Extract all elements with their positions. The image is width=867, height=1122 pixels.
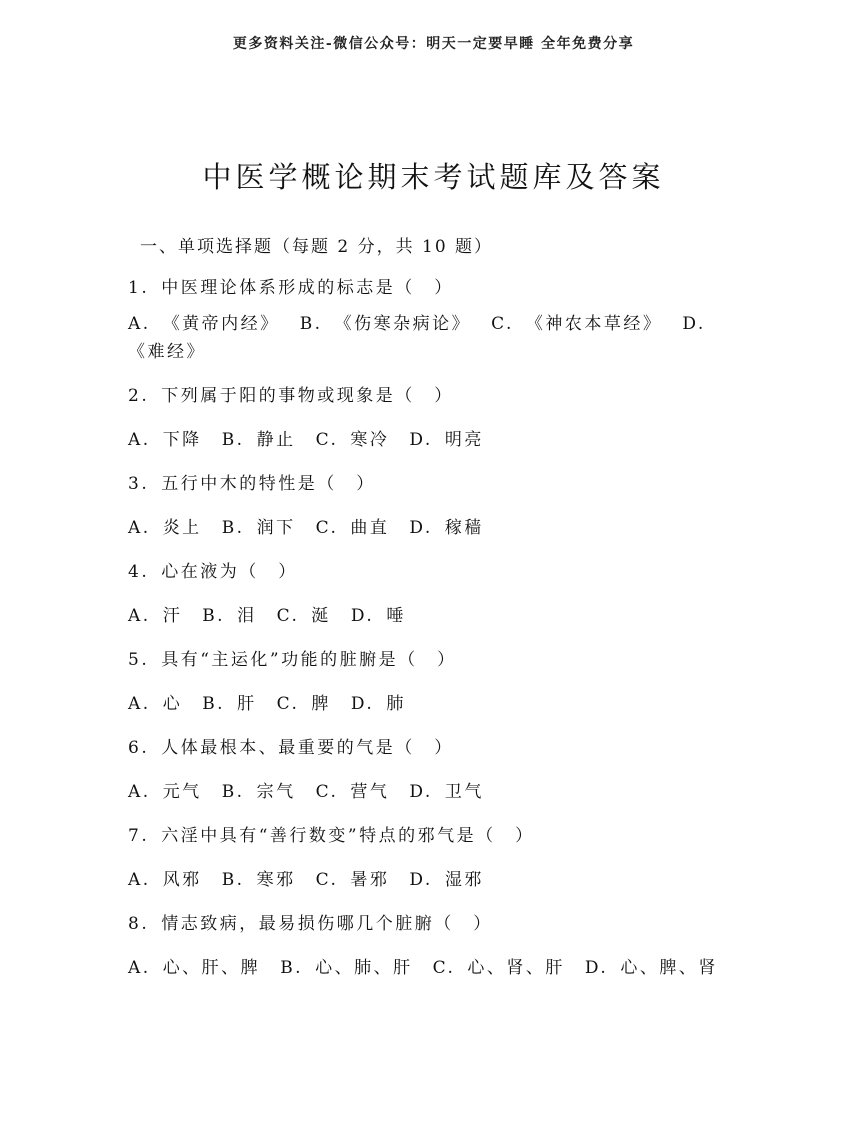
option xyxy=(128,694,182,714)
question-number: 5. xyxy=(128,650,150,670)
option-text: 唾 xyxy=(386,606,406,626)
option-text: 润下 xyxy=(256,518,296,538)
question-number: 6. xyxy=(128,738,150,758)
document-title: 中医学概论期末考试题库及答案 xyxy=(202,160,665,195)
option xyxy=(585,958,718,978)
option-label: B. xyxy=(221,782,245,802)
question-number: 7. xyxy=(128,826,150,846)
option-label: B. xyxy=(221,518,245,538)
option-label: C. xyxy=(491,314,514,334)
option-label: A. xyxy=(128,782,151,802)
option-text: 汗 xyxy=(162,606,183,626)
option xyxy=(222,430,296,450)
question-4-options xyxy=(128,594,718,638)
question-text: 中医理论体系形成的标志是（ ） xyxy=(161,278,454,298)
question-text: 六淫中具有“善行数变”特点的邪气是（ ） xyxy=(161,826,535,846)
option xyxy=(409,518,483,538)
option-text: 炎上 xyxy=(162,518,202,538)
option-label: B. xyxy=(221,430,245,450)
option xyxy=(128,782,202,802)
option-label: C. xyxy=(315,518,339,538)
question-5 xyxy=(128,638,718,682)
option-text: 肺 xyxy=(386,694,406,714)
option-text: 明亮 xyxy=(444,430,484,450)
option xyxy=(128,518,202,538)
option-label: A. xyxy=(128,606,151,626)
option xyxy=(202,606,256,626)
option-label: A. xyxy=(128,518,151,538)
option xyxy=(280,958,412,978)
option-text: 寒冷 xyxy=(350,430,390,450)
question-text: 人体最根本、最重要的气是（ ） xyxy=(161,738,454,758)
option-label: D. xyxy=(682,314,706,334)
option-label: B. xyxy=(280,958,304,978)
option-label: B. xyxy=(202,606,226,626)
option xyxy=(316,518,390,538)
option-label: A. xyxy=(128,430,151,450)
option xyxy=(202,694,256,714)
question-text: 情志致病，最易损伤哪几个脏腑（ ） xyxy=(161,914,493,934)
option-text: 泪 xyxy=(237,606,257,626)
question-text: 心在液为（ ） xyxy=(161,562,298,582)
option-text: 卫气 xyxy=(444,782,484,802)
question-2-options xyxy=(128,418,718,462)
question-3 xyxy=(128,462,718,506)
option-text: 涎 xyxy=(311,606,331,626)
option-text: 元气 xyxy=(162,782,202,802)
section-heading: 一、单项选择题（每题 2 分，共 10 题） xyxy=(140,237,494,257)
option xyxy=(277,694,331,714)
option xyxy=(316,430,390,450)
option-text: 下降 xyxy=(162,430,202,450)
question-8-options xyxy=(128,946,718,990)
option-label: D. xyxy=(350,606,375,626)
option-text: 寒邪 xyxy=(256,870,296,890)
question-1-options xyxy=(128,302,718,374)
option-label: D. xyxy=(350,694,375,714)
option xyxy=(316,782,390,802)
option-text: 暑邪 xyxy=(350,870,390,890)
option-label: D. xyxy=(409,870,433,890)
question-number: 1. xyxy=(128,278,150,298)
option-label: C. xyxy=(315,782,339,802)
question-text: 五行中木的特性是（ ） xyxy=(161,474,376,494)
option-label: D. xyxy=(409,782,433,802)
option-label: A. xyxy=(128,314,151,334)
option-text: 静止 xyxy=(256,430,296,450)
option-text: 宗气 xyxy=(256,782,296,802)
question-6-options xyxy=(128,770,718,814)
option xyxy=(316,870,390,890)
option-label: D. xyxy=(409,518,433,538)
option-label: A. xyxy=(128,694,151,714)
question-7 xyxy=(128,814,718,858)
option-text: 脾 xyxy=(311,694,331,714)
option xyxy=(128,606,182,626)
question-number: 2. xyxy=(128,386,150,406)
option xyxy=(491,314,662,334)
option-text: 心、肾、肝 xyxy=(467,958,565,978)
option-text: 《黄帝内经》 xyxy=(162,314,280,334)
question-list xyxy=(128,266,718,990)
question-2 xyxy=(128,374,718,418)
option-text: 心、脾、肾 xyxy=(620,958,718,978)
option-label: C. xyxy=(432,958,456,978)
option xyxy=(128,430,202,450)
option-label: B. xyxy=(202,694,226,714)
question-6 xyxy=(128,726,718,770)
option-text: 《难经》 xyxy=(128,342,206,362)
page-header-note: 更多资料关注-微信公众号：明天一定要早睡 全年免费分享 xyxy=(232,36,635,52)
question-number: 3. xyxy=(128,474,150,494)
option-label: C. xyxy=(315,870,339,890)
question-number: 4. xyxy=(128,562,150,582)
question-7-options xyxy=(128,858,718,902)
question-4 xyxy=(128,550,718,594)
option-text: 营气 xyxy=(350,782,390,802)
option xyxy=(128,314,280,334)
option-text: 心、肝、脾 xyxy=(162,958,261,978)
option-label: C. xyxy=(276,606,300,626)
option-label: B. xyxy=(221,870,245,890)
option-label: A. xyxy=(128,958,151,978)
option xyxy=(433,958,565,978)
option xyxy=(351,606,406,626)
option xyxy=(277,606,331,626)
option-text: 风邪 xyxy=(162,870,202,890)
option-text: 心 xyxy=(162,694,183,714)
question-text: 下列属于阳的事物或现象是（ ） xyxy=(161,386,454,406)
option-text: 《神农本草经》 xyxy=(525,314,663,334)
option xyxy=(300,314,471,334)
option xyxy=(409,430,483,450)
option-text: 《伤寒杂病论》 xyxy=(334,314,472,334)
option-label: B. xyxy=(299,314,323,334)
option xyxy=(128,870,202,890)
option xyxy=(222,518,296,538)
question-number: 8. xyxy=(128,914,150,934)
option-text: 肝 xyxy=(237,694,257,714)
option xyxy=(409,782,483,802)
option-text: 心、肺、肝 xyxy=(315,958,413,978)
option xyxy=(409,870,483,890)
option xyxy=(351,694,406,714)
question-3-options xyxy=(128,506,718,550)
option-text: 稼穑 xyxy=(444,518,484,538)
option-label: D. xyxy=(409,430,433,450)
option xyxy=(222,870,296,890)
question-5-options xyxy=(128,682,718,726)
option xyxy=(128,958,260,978)
option-text: 曲直 xyxy=(350,518,390,538)
option-label: C. xyxy=(276,694,300,714)
option-label: D. xyxy=(584,958,609,978)
option-text: 湿邪 xyxy=(444,870,484,890)
option xyxy=(222,782,296,802)
question-8 xyxy=(128,902,718,946)
option-label: C. xyxy=(315,430,339,450)
question-text: 具有“主运化”功能的脏腑是（ ） xyxy=(161,650,457,670)
option-label: A. xyxy=(128,870,151,890)
